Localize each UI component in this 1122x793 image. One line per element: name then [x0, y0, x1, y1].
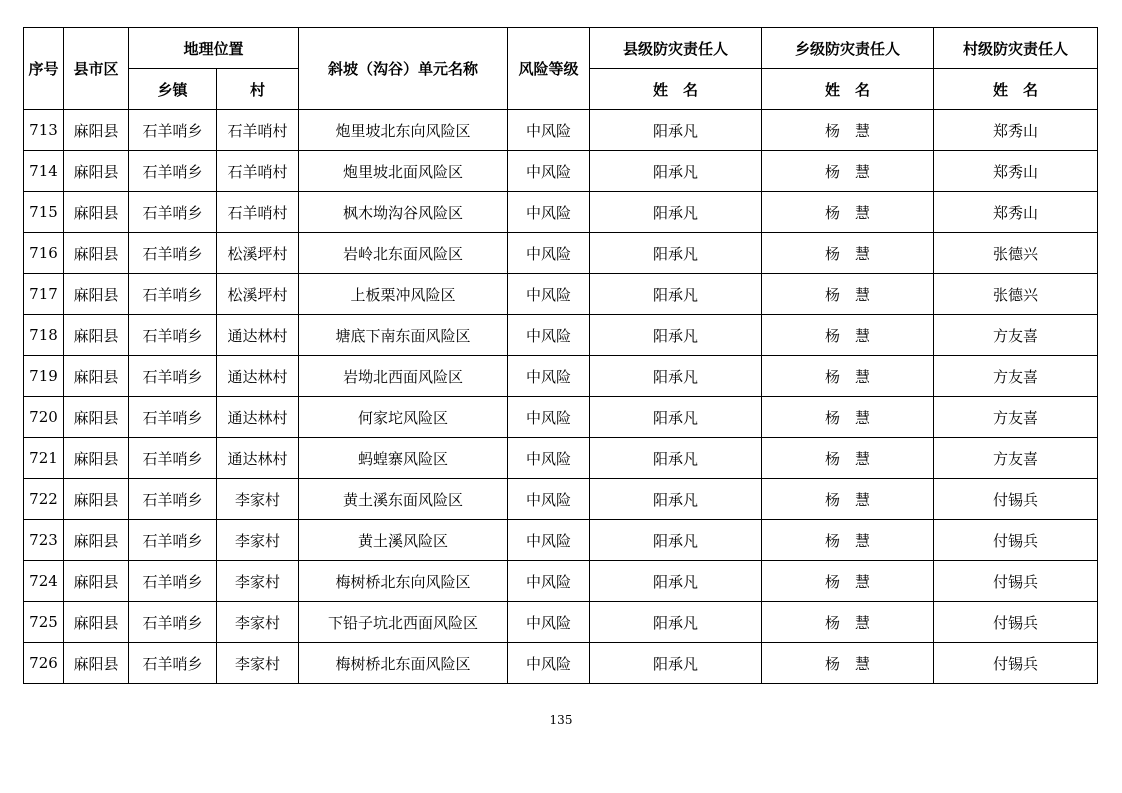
table-row	[24, 479, 1098, 520]
table-header	[24, 28, 1098, 110]
table-row	[24, 192, 1098, 233]
cell-county: 麻阳县	[64, 233, 129, 274]
cell-risk-level: 中风险	[508, 274, 590, 315]
cell-seq: 722	[24, 479, 64, 520]
cell-township: 石羊哨乡	[129, 561, 217, 602]
cell-township: 石羊哨乡	[129, 151, 217, 192]
cell-unit-name: 炮里坡北东向风险区	[299, 110, 508, 151]
cell-unit-name: 下铅子坑北西面风险区	[299, 602, 508, 643]
cell-county: 麻阳县	[64, 438, 129, 479]
header-name-village: 姓 名	[934, 69, 1098, 110]
cell-township: 石羊哨乡	[129, 192, 217, 233]
cell-town-person: 杨 慧	[762, 397, 934, 438]
cell-county-person: 阳承凡	[590, 315, 762, 356]
cell-seq: 715	[24, 192, 64, 233]
cell-risk-level: 中风险	[508, 151, 590, 192]
cell-unit-name: 上板栗冲风险区	[299, 274, 508, 315]
risk-zone-table	[23, 27, 1098, 684]
cell-county-person: 阳承凡	[590, 520, 762, 561]
cell-risk-level: 中风险	[508, 233, 590, 274]
cell-township: 石羊哨乡	[129, 479, 217, 520]
cell-county: 麻阳县	[64, 397, 129, 438]
cell-county: 麻阳县	[64, 643, 129, 684]
cell-risk-level: 中风险	[508, 192, 590, 233]
cell-risk-level: 中风险	[508, 602, 590, 643]
cell-county-person: 阳承凡	[590, 110, 762, 151]
cell-county: 麻阳县	[64, 561, 129, 602]
cell-town-person: 杨 慧	[762, 274, 934, 315]
cell-town-person: 杨 慧	[762, 192, 934, 233]
table-row	[24, 233, 1098, 274]
cell-unit-name: 塘底下南东面风险区	[299, 315, 508, 356]
cell-village-person: 郑秀山	[934, 151, 1098, 192]
cell-county-person: 阳承凡	[590, 192, 762, 233]
cell-township: 石羊哨乡	[129, 520, 217, 561]
cell-township: 石羊哨乡	[129, 397, 217, 438]
cell-risk-level: 中风险	[508, 520, 590, 561]
cell-village: 李家村	[217, 643, 299, 684]
cell-unit-name: 梅树桥北东面风险区	[299, 643, 508, 684]
cell-unit-name: 蚂蝗寨风险区	[299, 438, 508, 479]
cell-unit-name: 黄土溪东面风险区	[299, 479, 508, 520]
cell-unit-name: 何家坨风险区	[299, 397, 508, 438]
cell-village: 石羊哨村	[217, 151, 299, 192]
cell-seq: 723	[24, 520, 64, 561]
cell-town-person: 杨 慧	[762, 233, 934, 274]
cell-seq: 724	[24, 561, 64, 602]
cell-town-person: 杨 慧	[762, 110, 934, 151]
cell-township: 石羊哨乡	[129, 356, 217, 397]
cell-village-person: 张德兴	[934, 274, 1098, 315]
table-body	[24, 110, 1098, 684]
cell-village-person: 方友喜	[934, 315, 1098, 356]
cell-county: 麻阳县	[64, 151, 129, 192]
cell-county: 麻阳县	[64, 110, 129, 151]
cell-risk-level: 中风险	[508, 315, 590, 356]
cell-county-person: 阳承凡	[590, 151, 762, 192]
cell-village-person: 方友喜	[934, 397, 1098, 438]
header-location: 地理位置	[129, 28, 299, 69]
header-seq: 序号	[24, 28, 64, 110]
cell-town-person: 杨 慧	[762, 356, 934, 397]
cell-county: 麻阳县	[64, 192, 129, 233]
cell-county: 麻阳县	[64, 520, 129, 561]
cell-unit-name: 岩岭北东面风险区	[299, 233, 508, 274]
cell-village-person: 付锡兵	[934, 602, 1098, 643]
cell-village-person: 郑秀山	[934, 192, 1098, 233]
cell-risk-level: 中风险	[508, 643, 590, 684]
cell-county-person: 阳承凡	[590, 561, 762, 602]
cell-risk-level: 中风险	[508, 438, 590, 479]
cell-village: 通达林村	[217, 438, 299, 479]
cell-unit-name: 岩坳北西面风险区	[299, 356, 508, 397]
cell-village: 松溪坪村	[217, 274, 299, 315]
cell-village-person: 付锡兵	[934, 520, 1098, 561]
cell-seq: 718	[24, 315, 64, 356]
cell-township: 石羊哨乡	[129, 315, 217, 356]
cell-risk-level: 中风险	[508, 110, 590, 151]
table-row	[24, 356, 1098, 397]
header-name-county: 姓 名	[590, 69, 762, 110]
header-village: 村	[217, 69, 299, 110]
cell-county-person: 阳承凡	[590, 643, 762, 684]
table-row	[24, 315, 1098, 356]
cell-seq: 726	[24, 643, 64, 684]
cell-village-person: 郑秀山	[934, 110, 1098, 151]
cell-risk-level: 中风险	[508, 356, 590, 397]
cell-town-person: 杨 慧	[762, 479, 934, 520]
cell-risk-level: 中风险	[508, 397, 590, 438]
table-row	[24, 397, 1098, 438]
cell-town-person: 杨 慧	[762, 602, 934, 643]
cell-county-person: 阳承凡	[590, 397, 762, 438]
cell-township: 石羊哨乡	[129, 274, 217, 315]
cell-seq: 725	[24, 602, 64, 643]
cell-town-person: 杨 慧	[762, 315, 934, 356]
cell-village-person: 方友喜	[934, 356, 1098, 397]
cell-unit-name: 黄土溪风险区	[299, 520, 508, 561]
table-row	[24, 151, 1098, 192]
header-township: 乡镇	[129, 69, 217, 110]
cell-seq: 717	[24, 274, 64, 315]
cell-town-person: 杨 慧	[762, 643, 934, 684]
cell-town-person: 杨 慧	[762, 151, 934, 192]
table-row	[24, 602, 1098, 643]
cell-seq: 716	[24, 233, 64, 274]
table-row	[24, 274, 1098, 315]
cell-town-person: 杨 慧	[762, 561, 934, 602]
cell-township: 石羊哨乡	[129, 438, 217, 479]
header-town-person: 乡级防灾责任人	[762, 28, 934, 69]
cell-unit-name: 炮里坡北面风险区	[299, 151, 508, 192]
table-row	[24, 561, 1098, 602]
cell-township: 石羊哨乡	[129, 602, 217, 643]
page-number: 135	[549, 713, 573, 727]
cell-village: 通达林村	[217, 356, 299, 397]
cell-village: 通达林村	[217, 315, 299, 356]
cell-village: 李家村	[217, 479, 299, 520]
cell-county: 麻阳县	[64, 356, 129, 397]
cell-town-person: 杨 慧	[762, 438, 934, 479]
table-row	[24, 520, 1098, 561]
cell-village-person: 付锡兵	[934, 479, 1098, 520]
cell-county-person: 阳承凡	[590, 438, 762, 479]
table-row	[24, 438, 1098, 479]
cell-village: 李家村	[217, 602, 299, 643]
header-village-person: 村级防灾责任人	[934, 28, 1098, 69]
cell-county: 麻阳县	[64, 602, 129, 643]
cell-seq: 719	[24, 356, 64, 397]
cell-village-person: 付锡兵	[934, 561, 1098, 602]
table-row	[24, 643, 1098, 684]
header-county: 县市区	[64, 28, 129, 110]
cell-county-person: 阳承凡	[590, 356, 762, 397]
cell-seq: 720	[24, 397, 64, 438]
cell-risk-level: 中风险	[508, 479, 590, 520]
cell-county: 麻阳县	[64, 315, 129, 356]
cell-seq: 721	[24, 438, 64, 479]
cell-township: 石羊哨乡	[129, 233, 217, 274]
cell-village: 李家村	[217, 520, 299, 561]
cell-county: 麻阳县	[64, 479, 129, 520]
cell-county-person: 阳承凡	[590, 233, 762, 274]
cell-township: 石羊哨乡	[129, 110, 217, 151]
cell-county-person: 阳承凡	[590, 602, 762, 643]
cell-township: 石羊哨乡	[129, 643, 217, 684]
cell-village-person: 方友喜	[934, 438, 1098, 479]
cell-county: 麻阳县	[64, 274, 129, 315]
header-unit-name: 斜坡（沟谷）单元名称	[299, 28, 508, 110]
table-row	[24, 110, 1098, 151]
cell-unit-name: 梅树桥北东向风险区	[299, 561, 508, 602]
cell-county-person: 阳承凡	[590, 479, 762, 520]
cell-unit-name: 枫木坳沟谷风险区	[299, 192, 508, 233]
cell-seq: 713	[24, 110, 64, 151]
cell-village: 松溪坪村	[217, 233, 299, 274]
cell-village-person: 张德兴	[934, 233, 1098, 274]
cell-village-person: 付锡兵	[934, 643, 1098, 684]
cell-village: 石羊哨村	[217, 192, 299, 233]
header-name-town: 姓 名	[762, 69, 934, 110]
header-risk-level: 风险等级	[508, 28, 590, 110]
cell-village: 通达林村	[217, 397, 299, 438]
cell-risk-level: 中风险	[508, 561, 590, 602]
cell-seq: 714	[24, 151, 64, 192]
cell-town-person: 杨 慧	[762, 520, 934, 561]
cell-village: 李家村	[217, 561, 299, 602]
header-county-person: 县级防灾责任人	[590, 28, 762, 69]
cell-village: 石羊哨村	[217, 110, 299, 151]
cell-county-person: 阳承凡	[590, 274, 762, 315]
